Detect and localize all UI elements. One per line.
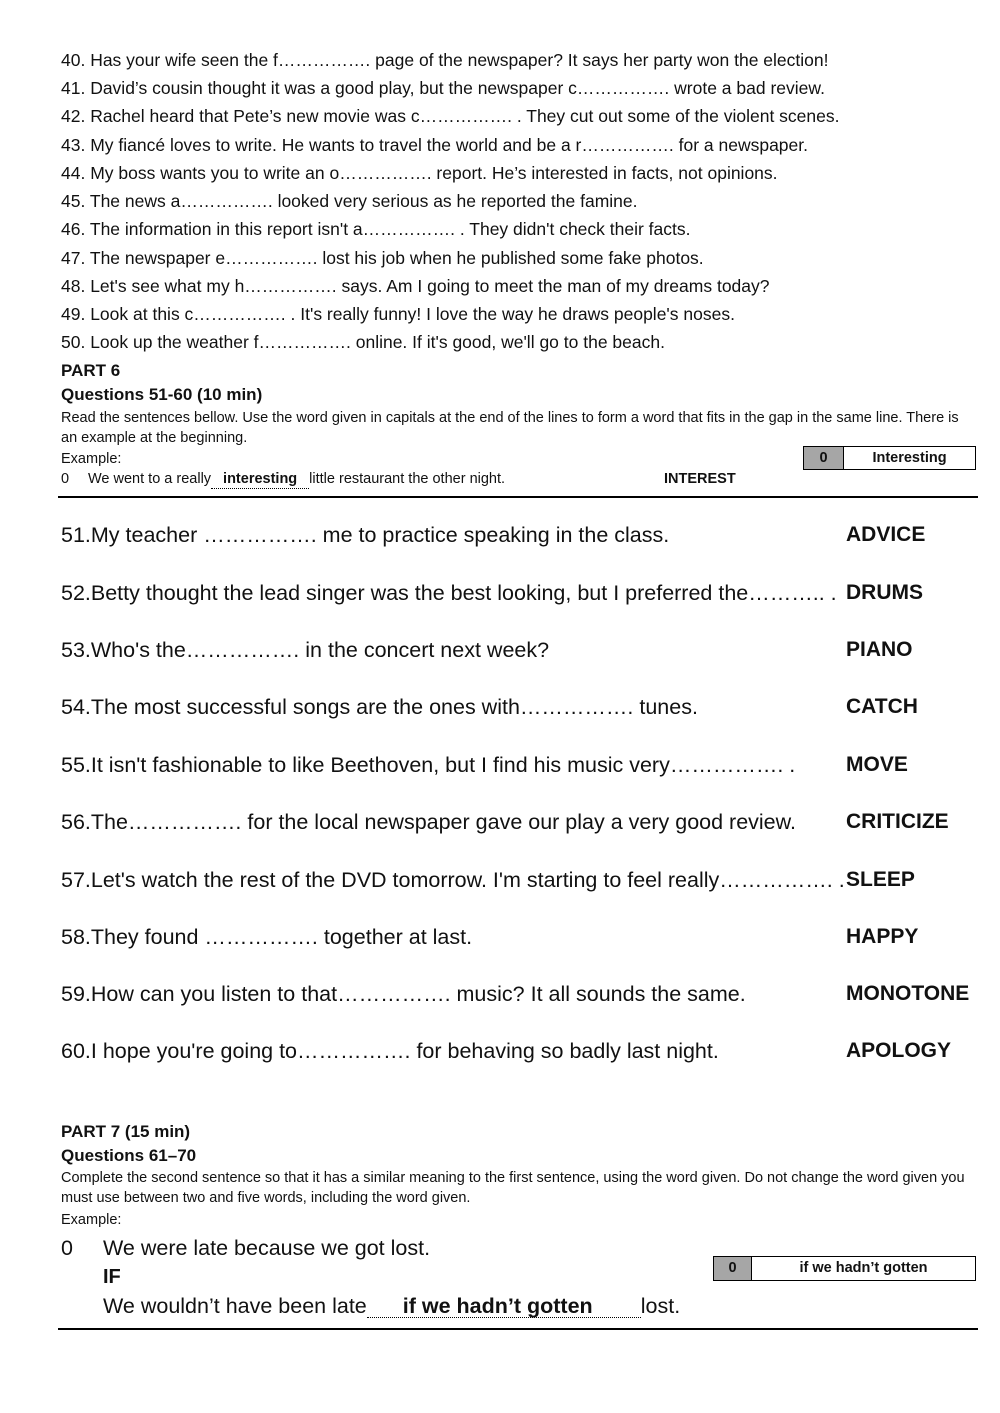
part6-answer-box xyxy=(803,446,976,470)
part7-subtitle: Questions 61–70 xyxy=(61,1146,197,1165)
part7-title: PART 7 (15 min) xyxy=(61,1122,191,1141)
question-46: 46. The information in this report isn't a……………. . They didn't check their facts. xyxy=(61,219,691,239)
example-answer: interesting xyxy=(211,471,309,489)
question-54: 54.The most successful songs are the ones with……………. tunes. xyxy=(61,695,698,719)
question-53: 53.Who's the……………. in the concert next week? xyxy=(61,638,550,662)
question-57: 57.Let's watch the rest of the DVD tomorrow. I'm starting to feel really……………. . xyxy=(61,868,845,892)
part7-example-label: Example: xyxy=(61,1212,122,1228)
question-60-word: APOLOGY xyxy=(846,1039,952,1062)
question-42: 42. Rachel heard that Pete’s new movie was c……………. . They cut out some of the violent scenes. xyxy=(61,106,840,126)
question-52-word: DRUMS xyxy=(846,581,923,604)
question-59-word: MONOTONE xyxy=(846,982,970,1005)
question-52: 52.Betty thought the lead singer was the best looking, but I preferred the……….. . xyxy=(61,581,837,605)
question-40: 40. Has your wife seen the f……………. page of the newspaper? It says her party won the election! xyxy=(61,50,829,70)
part7-answer-box xyxy=(713,1256,976,1281)
answer-box-value: if we hadn’t gotten xyxy=(752,1257,975,1280)
part7-example-sentence: We were late because we got lost. xyxy=(103,1236,431,1260)
example-text-before: We went to a really xyxy=(88,471,212,487)
question-45: 45. The news a……………. looked very serious as he reported the famine. xyxy=(61,191,638,211)
answer-box-number: 0 xyxy=(804,447,844,469)
part7-example-keyword: IF xyxy=(103,1266,121,1288)
question-51-word: ADVICE xyxy=(846,523,926,546)
example-number: 0 xyxy=(61,471,70,487)
question-41: 41. David’s cousin thought it was a good play, but the newspaper c……………. wrote a bad review. xyxy=(61,78,825,98)
question-51: 51.My teacher ……………. me to practice speaking in the class. xyxy=(61,523,670,547)
completion-after: lost. xyxy=(640,1294,681,1318)
answer-box-value: Interesting xyxy=(844,447,975,469)
question-56-word: CRITICIZE xyxy=(846,810,949,833)
question-47: 47. The newspaper e……………. lost his job when he published some fake photos. xyxy=(61,248,704,268)
part6-title: PART 6 xyxy=(61,361,121,380)
question-54-word: CATCH xyxy=(846,695,918,718)
question-49: 49. Look at this c……………. . It's really funny! I love the way he draws people's noses. xyxy=(61,304,735,324)
part6-instructions: Read the sentences bellow. Use the word given in capitals at the end of the lines to form a word that fits in the gap in the same line. There is an example at the beginning. xyxy=(61,410,959,446)
example-keyword: INTEREST xyxy=(664,471,736,487)
question-58: 58.They found ……………. together at last. xyxy=(61,925,473,949)
question-58-word: HAPPY xyxy=(846,925,919,948)
question-56: 56.The……………. for the local newspaper gave our play a very good review. xyxy=(61,810,796,834)
section-divider xyxy=(58,496,978,498)
question-53-word: PIANO xyxy=(846,638,913,661)
part7-example-number: 0 xyxy=(61,1236,73,1260)
completion-before: We wouldn’t have been late xyxy=(103,1294,367,1318)
question-59: 59.How can you listen to that……………. music? It all sounds the same. xyxy=(61,982,746,1006)
question-50: 50. Look up the weather f……………. online. If it's good, we'll go to the beach. xyxy=(61,332,665,352)
part7-example-completion xyxy=(103,1292,680,1320)
question-48: 48. Let's see what my h……………. says. Am I going to meet the man of my dreams today? xyxy=(61,276,770,296)
example-text-after: little restaurant the other night. xyxy=(309,471,506,487)
question-43: 43. My fiancé loves to write. He wants to travel the world and be a r……………. for a newspaper. xyxy=(61,135,808,155)
question-57-word: SLEEP xyxy=(846,868,915,891)
part6-example-label: Example: xyxy=(61,451,122,467)
question-60: 60.I hope you're going to……………. for behaving so badly last night. xyxy=(61,1039,719,1063)
answer-box-number: 0 xyxy=(714,1257,752,1280)
question-44: 44. My boss wants you to write an o……………. report. He’s interested in facts, not opinions. xyxy=(61,163,778,183)
part7-instructions: Complete the second sentence so that it has a similar meaning to the first sentence, using the word given. Do not change the word given you must use between two and five words, including the word given. xyxy=(61,1170,965,1206)
part6-subtitle: Questions 51-60 (10 min) xyxy=(61,385,263,404)
completion-answer: if we hadn’t gotten xyxy=(367,1295,641,1318)
question-55-word: MOVE xyxy=(846,753,908,776)
part6-example xyxy=(61,469,505,489)
question-55: 55.It isn't fashionable to like Beethoven, but I find his music very……………. . xyxy=(61,753,796,777)
section-divider xyxy=(58,1328,978,1330)
